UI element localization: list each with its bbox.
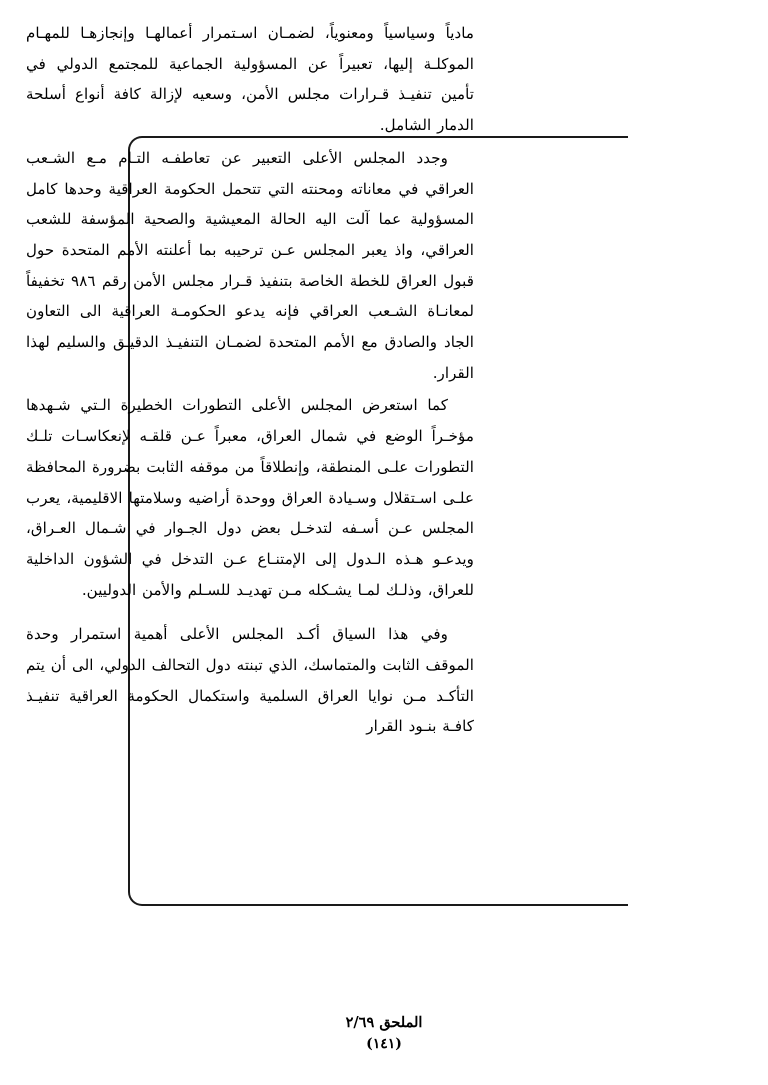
appendix-label: الملحق ٢/٦٩ xyxy=(345,1014,423,1031)
paragraph-3: كما استعرض المجلس الأعلى التطورات الخطيرة الـتي شـهدها مؤخـراً الوضع في شمال العراق، معبراً عـن قلقـه لإنعكاسـات تلـك التطورات علـى المنطقة، وإنطلاقاً من موقفه الثابت بضرورة المحافظة علـى اسـتقلال وسـيادة العراق ووحدة أراضيه وسلامتها الاقليمية، يعرب المجلس عـن أسـفه لتدخـل بعض دول الجـوار في شـمال العـراق، ويدعـو هـذه الـدول إلى الإمتنـاع عـن التدخل في الشؤون الداخلية للعراق، وذلـك لمـا يشـكله مـن تهديـد للسـلم والأمن الدوليين. xyxy=(26,396,474,599)
page-footer xyxy=(0,1012,768,1056)
document-body xyxy=(0,0,500,770)
paragraph-4: وفي هذا السياق أكـد المجلس الأعلى أهمية استمرار وحدة الموقف الثابت والمتماسك، الذي تبنته دول التحالف الدولي، الى أن يتم التأكـد مـن نوايا العراق السلمية واستكمال الحكومة العراقية تنفيـذ كافـة بنـود القرار xyxy=(26,625,474,736)
page-number: (١٤١) xyxy=(366,1036,402,1053)
paragraph-1: مادياً وسياسياً ومعنوياً، لضمـان اسـتمرار أعمالهـا وإنجازهـا للمهـام الموكلـة إليها، تعبيراً عن المسؤولية الجماعية للمجتمع الدولي في تأمين تنفيـذ قـرارات مجلس الأمن، وسعيه لإزالة كافة أنواع أسلحة الدمار الشامل. xyxy=(26,24,474,135)
paragraph-2: وجدد المجلس الأعلى التعبير عن تعاطفـه التـام مـع الشـعب العراقي في معاناته ومحنته التي تتحمل الحكومة العراقية وحدها كامل المسؤولية عما آلت اليه الحالة المعيشية والصحية المؤسفة للشعب العراقي، واذ يعبر المجلس عـن ترحيبه بما أعلنته الأمم المتحدة حول قبول العراق للخطة الخاصة بتنفيذ قـرار مجلس الأمن رقم ٩٨٦ تخفيفاً لمعانـاة الشـعب العراقي فإنه يدعو الحكومـة العراقية الى التعاون الجاد والصادق مع الأمم المتحدة لضمـان التنفيـذ الدقيـق والسليم لهذا القرار. xyxy=(26,148,474,382)
